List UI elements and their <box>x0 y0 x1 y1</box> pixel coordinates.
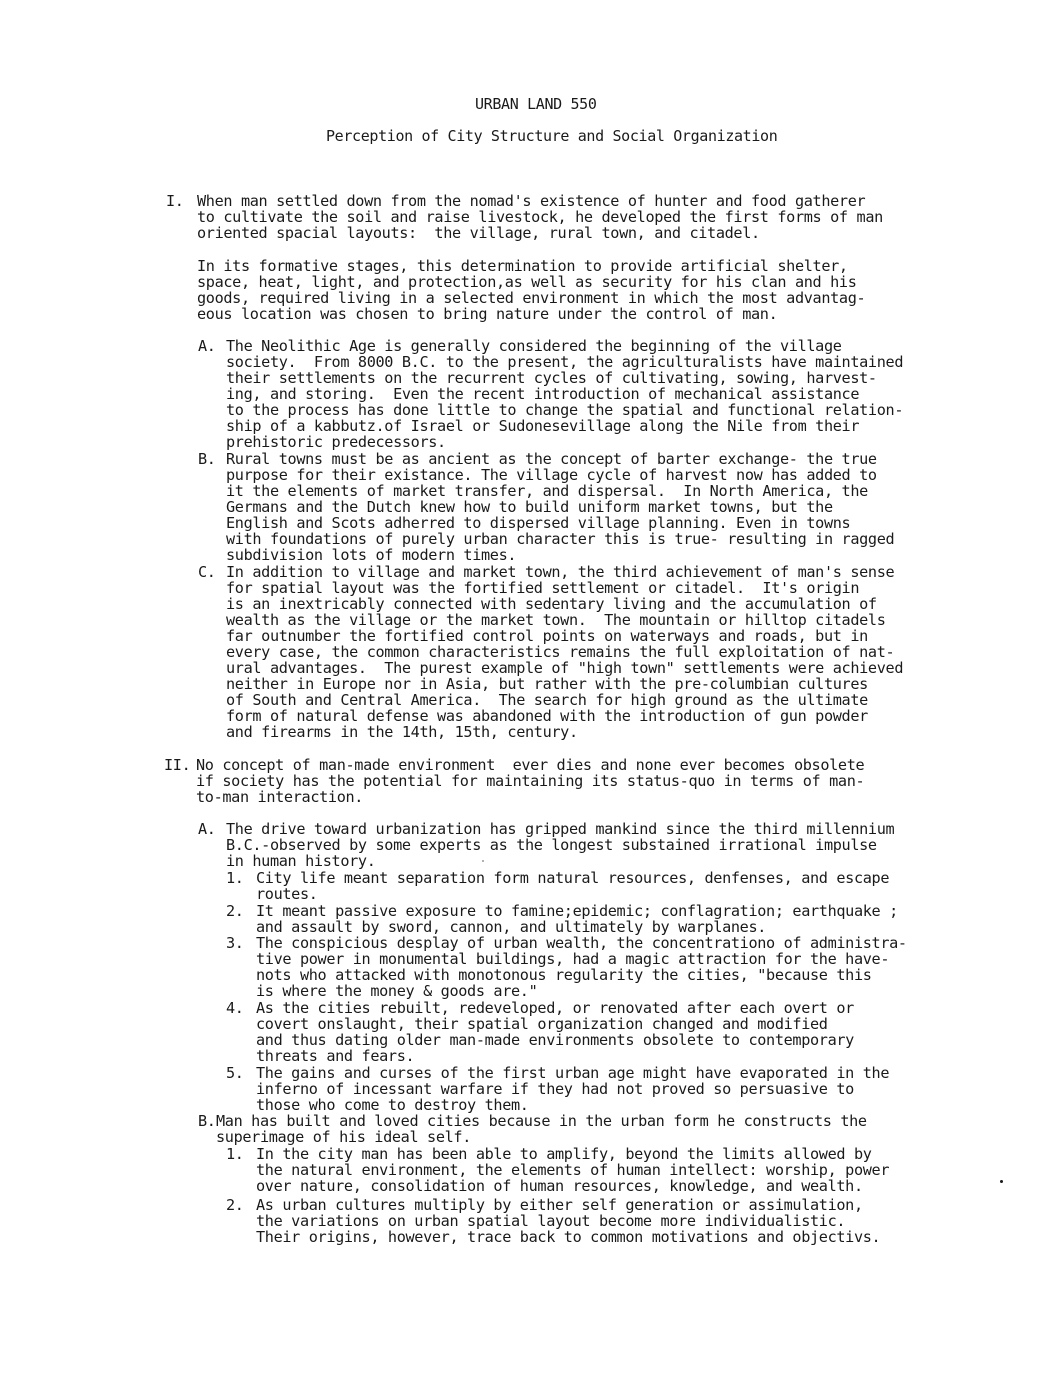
scan-dot <box>482 860 484 862</box>
text-line: In addition to village and market town, the third achievement of man's sense <box>226 563 895 581</box>
text-line: wealth as the village or the market town. The mountain or hilltop citadels <box>226 611 886 629</box>
text-line: eous location was chosen to bring nature under the control of man. <box>197 305 778 323</box>
text-line: As the cities rebuilt, redeveloped, or renovated after each overt or <box>256 999 854 1017</box>
text-line: It meant passive exposure to famine;epidemic; conflagration; earthquake ; <box>256 902 898 920</box>
text-line: ship of a kabbutz.of Israel or Sudonesevillage along the Nile from their <box>226 417 860 435</box>
text-line: far outnumber the fortified control points on waterways and roads, but in <box>226 627 868 645</box>
text-line: neither in Europe nor in Asia, but rather with the pre-columbian cultures <box>226 675 868 693</box>
text-line: and firearms in the 14th, 15th, century. <box>226 723 578 741</box>
item-number: 2. <box>226 902 244 920</box>
text-line: Rural towns must be as ancient as the concept of barter exchange- the true <box>226 450 877 468</box>
text-line: In the city man has been able to amplify, beyond the limits allowed by <box>256 1145 872 1163</box>
item-number: 1. <box>226 1145 244 1163</box>
text-line: In its formative stages, this determination to provide artificial shelter, <box>197 257 848 275</box>
item-number: 3. <box>226 934 244 952</box>
text-line: superimage of his ideal self. <box>216 1128 472 1146</box>
text-line: goods, required living in a selected environment in which the most advantag- <box>197 289 866 307</box>
text-line: Man has built and loved cities because in the urban form he constructs the <box>216 1112 867 1130</box>
text-line: for spatial layout was the fortified settlement or citadel. It's origin <box>226 579 860 597</box>
text-line: the natural environment, the elements of human intellect: worship, power <box>256 1161 890 1179</box>
text-line: to the process has done little to change the spatial and functional relation- <box>226 401 904 419</box>
text-line: No concept of man-made environment ever dies and none ever becomes obsolete <box>196 756 865 774</box>
text-line: every case, the common characteristics remains the full exploitation of nat- <box>226 643 895 661</box>
text-line: to cultivate the soil and raise livestock, he developed the first forms of man <box>197 208 883 226</box>
text-line: As urban cultures multiply by either self generation or assimulation, <box>256 1196 863 1214</box>
item-letter: C. <box>198 563 216 581</box>
text-line: The gains and curses of the first urban age might have evaporated in the <box>256 1064 890 1082</box>
text-line: prehistoric predecessors. <box>226 433 446 451</box>
text-line: subdivision lots of modern times. <box>226 546 517 564</box>
text-line: in human history. <box>226 852 376 870</box>
text-line: their settlements on the recurrent cycles of cultivating, sowing, harvest- <box>226 369 877 387</box>
text-line: those who come to destroy them. <box>256 1096 529 1114</box>
item-number: 4. <box>226 999 244 1017</box>
text-line: ural advantages. The purest example of "high town" settlements were achieved <box>226 659 904 677</box>
text-line: form of natural defense was abandoned with the introduction of gun powder <box>226 707 868 725</box>
item-letter: B. <box>198 450 216 468</box>
item-letter: B. <box>198 1112 216 1130</box>
text-line: the variations on urban spatial layout become more individualistic. <box>256 1212 846 1230</box>
text-line: oriented spacial layouts: the village, rural town, and citadel. <box>197 224 760 242</box>
text-line: The Neolithic Age is generally considered the beginning of the village <box>226 337 842 355</box>
text-line: The drive toward urbanization has gripped mankind since the third millennium <box>226 820 895 838</box>
text-line: B.C.-observed by some experts as the longest substained irrational impulse <box>226 836 877 854</box>
item-number: 2. <box>226 1196 244 1214</box>
text-line: is an inextricably connected with sedentary living and the accumulation of <box>226 595 877 613</box>
text-line: space, heat, light, and protection,as well as security for his clan and his <box>197 273 857 291</box>
text-line: covert onslaught, their spatial organization changed and modified <box>256 1015 828 1033</box>
text-line: City life meant separation form natural resources, denfenses, and escape <box>256 869 890 887</box>
text-line: society. From 8000 B.C. to the present, the agriculturalists have maintained <box>226 353 904 371</box>
text-line: of South and Central America. The search for high ground as the ultimate <box>226 691 868 709</box>
text-line: Germans and the Dutch knew how to build uniform market towns, but the <box>226 498 833 516</box>
text-line: ing, and storing. Even the recent introduction of mechanical assistance <box>226 385 860 403</box>
text-line: to-man interaction. <box>196 788 364 806</box>
item-number: 5. <box>226 1064 244 1082</box>
text-line: inferno of incessant warfare if they had not proved so persuasive to <box>256 1080 854 1098</box>
text-line: threats and fears. <box>256 1047 415 1065</box>
text-line: nots who attacked with monotonous regularity the cities, "because this <box>256 966 872 984</box>
scan-dot <box>1000 1180 1003 1183</box>
document-title: URBAN LAND 550 <box>475 95 597 113</box>
item-number: 1. <box>226 869 244 887</box>
text-line: if society has the potential for maintaining its status-quo in terms of man- <box>196 772 865 790</box>
text-line: Their origins, however, trace back to common motivations and objectivs. <box>256 1228 881 1246</box>
text-line: over nature, consolidation of human resources, knowledge, and wealth. <box>256 1177 863 1195</box>
text-line: The conspicious desplay of urban wealth, the concentrationo of administra- <box>256 934 907 952</box>
section-numeral: I. <box>166 192 184 210</box>
text-line: When man settled down from the nomad's existence of hunter and food gatherer <box>197 192 866 210</box>
text-line: English and Scots adherred to dispersed village planning. Even in towns <box>226 514 851 532</box>
item-letter: A. <box>198 337 216 355</box>
item-letter: A. <box>198 820 216 838</box>
text-line: purpose for their existance. The village cycle of harvest now has added to <box>226 466 877 484</box>
text-line: and assault by sword, cannon, and ultimately by warplanes. <box>256 918 767 936</box>
text-line: routes. <box>256 885 318 903</box>
document-subtitle: Perception of City Structure and Social Organization <box>326 127 778 145</box>
text-line: it the elements of market transfer, and dispersal. In North America, the <box>226 482 868 500</box>
text-line: with foundations of purely urban character this is true- resulting in ragged <box>226 530 895 548</box>
text-line: tive power in monumental buildings, had a magic attraction for the have- <box>256 950 890 968</box>
text-line: and thus dating older man-made environments obsolete to contemporary <box>256 1031 854 1049</box>
section-numeral: II. <box>164 756 191 774</box>
text-line: is where the money & goods are." <box>256 982 538 1000</box>
